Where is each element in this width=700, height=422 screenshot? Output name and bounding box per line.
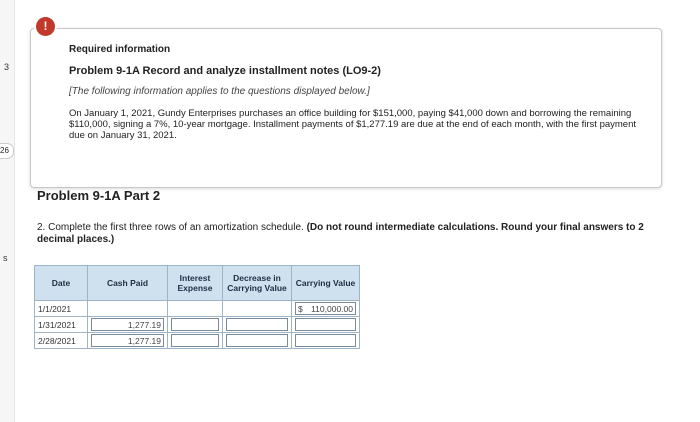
header-interest-expense: Interest Expense: [168, 266, 223, 301]
cash-paid-input[interactable]: 1,277.19: [91, 334, 164, 347]
header-date: Date: [35, 266, 88, 301]
currency-symbol: $: [298, 303, 303, 314]
cash-paid-input[interactable]: 1,277.19: [91, 318, 164, 331]
cell-interest: [168, 301, 223, 317]
cell-cash: [88, 333, 168, 349]
question-number-pill[interactable]: 26: [0, 143, 14, 159]
table-header-row: [35, 266, 360, 301]
cell-carry: [292, 333, 360, 349]
decrease-carrying-input[interactable]: [226, 318, 288, 331]
cell-interest: [168, 317, 223, 333]
left-strip: [0, 0, 15, 422]
info-note: [The following information applies to the questions displayed below.]: [69, 86, 370, 97]
required-information-label: Required information: [69, 44, 171, 55]
header-cash-paid: Cash Paid: [88, 266, 168, 301]
alert-icon: !: [36, 17, 55, 36]
strip-marker-top: 3: [4, 62, 10, 72]
interest-expense-input[interactable]: [171, 318, 219, 331]
decrease-carrying-input[interactable]: [226, 334, 288, 347]
table-row: [35, 301, 360, 317]
row-date: 2/28/2021: [35, 333, 88, 349]
cell-decrease: [223, 333, 292, 349]
table-row: [35, 333, 360, 349]
part-title: Problem 9-1A Part 2: [37, 188, 161, 203]
header-carrying-value: Carrying Value: [292, 266, 360, 301]
cell-interest: [168, 333, 223, 349]
interest-expense-input[interactable]: [171, 334, 219, 347]
row-date: 1/31/2021: [35, 317, 88, 333]
question-instructions: (Do not round intermediate calculations. Round your final answers to 2 decimal places.): [37, 222, 644, 245]
cell-cash: [88, 317, 168, 333]
carrying-value-input[interactable]: [295, 334, 356, 347]
carrying-value-input[interactable]: [295, 302, 356, 315]
carrying-value-input[interactable]: [295, 318, 356, 331]
header-decrease-carrying-value: Decrease in Carrying Value: [223, 266, 292, 301]
table-row: [35, 317, 360, 333]
cell-carry: [292, 301, 360, 317]
strip-marker-bottom: s: [3, 253, 8, 263]
question-main: 2. Complete the first three rows of an amortization schedule.: [37, 222, 304, 233]
row-date: 1/1/2021: [35, 301, 88, 317]
question-text: [37, 222, 677, 246]
cell-cash: [88, 301, 168, 317]
cell-decrease: [223, 301, 292, 317]
amortization-table: [34, 265, 360, 349]
problem-paragraph: On January 1, 2021, Gundy Enterprises purchases an office building for $151,000, paying $41,000 down and borrowing the remaining $110,000, signing a 7%, 10-year mortgage. Installment payments of $1,277.19 are due at the end of each month, with the first payment due on January 31, 2021.: [69, 108, 637, 141]
cell-carry: [292, 317, 360, 333]
problem-title: Problem 9-1A Record and analyze installment notes (LO9-2): [69, 65, 381, 77]
carrying-value: 110,000.00: [311, 303, 353, 314]
cell-decrease: [223, 317, 292, 333]
